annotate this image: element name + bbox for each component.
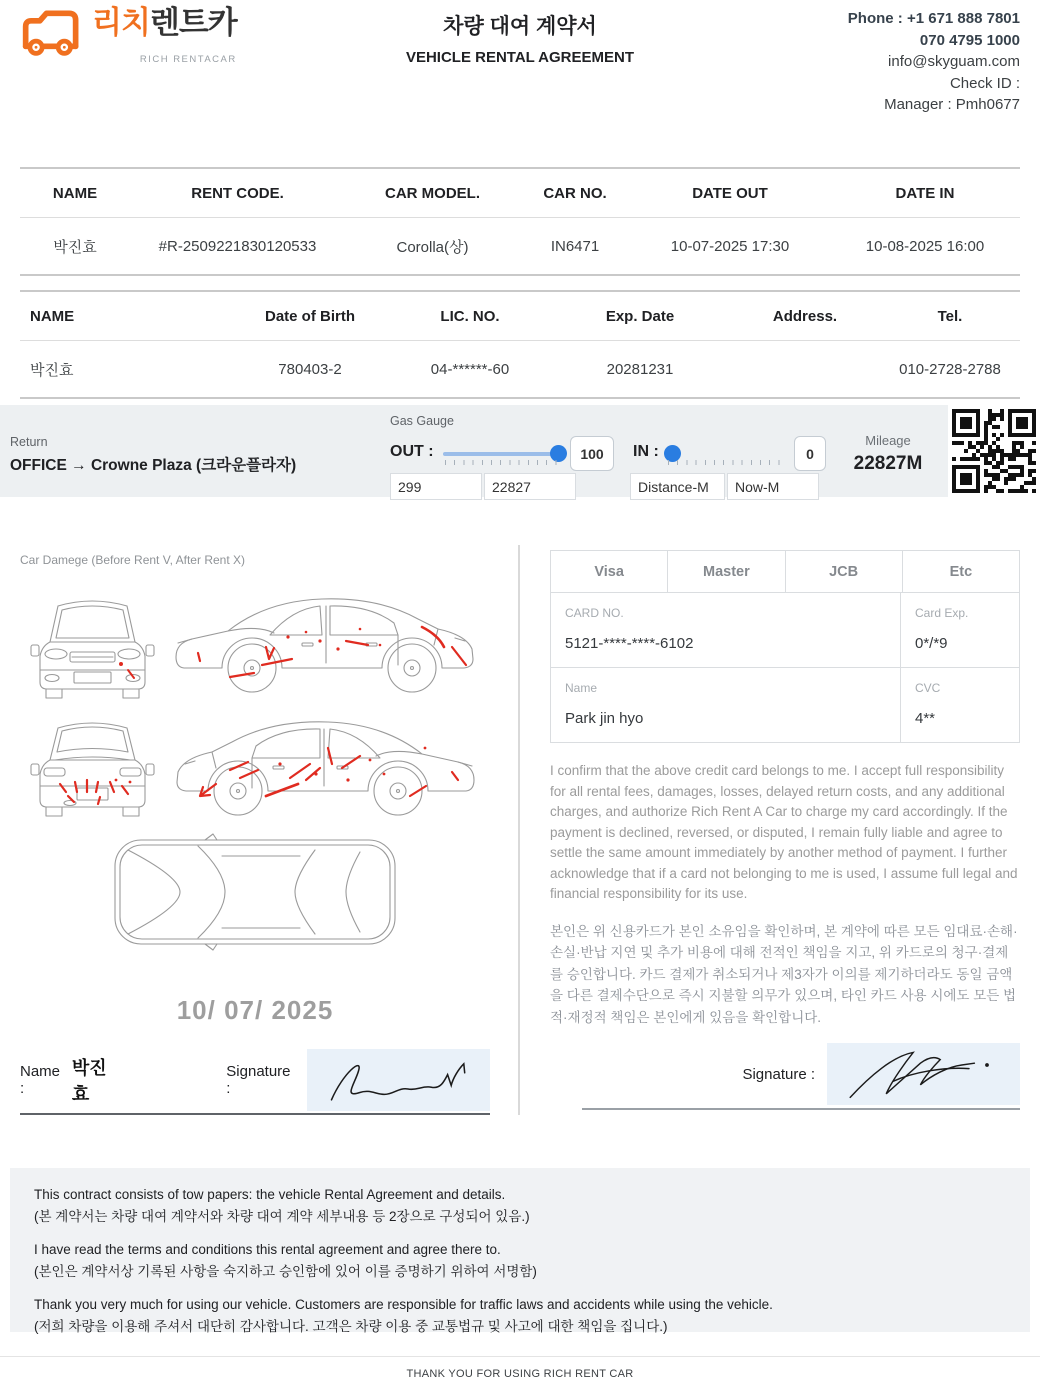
date-in: 10-08-2025 16:00	[830, 218, 1020, 276]
rental-header-row	[20, 168, 1020, 218]
brand-name-kr: 리치렌트카	[92, 5, 237, 40]
title-korean: 차량 대여 계약서	[443, 15, 597, 38]
car-side-left-view[interactable]	[170, 585, 480, 703]
col-exp-date: Exp. Date	[550, 291, 730, 341]
card-no-value: 5121-****-****-6102	[565, 635, 694, 652]
name-value: 박진효	[71, 1058, 107, 1104]
gas-out-slider[interactable]	[443, 445, 565, 465]
card-section	[550, 550, 1020, 1110]
rent-code: #R-2509221830120533	[130, 218, 345, 276]
main-section	[0, 545, 1040, 1120]
car-top-view[interactable]	[110, 832, 400, 954]
gas-in-slider-ticks	[668, 460, 784, 465]
damage-section	[20, 545, 490, 1120]
col-car-model: CAR MODEL.	[345, 168, 520, 218]
note-3-kr: (저희 차량을 이용해 주셔서 대단히 감사합니다. 고객은 차량 이용 중 교통법규 및 사고에 대한 책임을 집니다.)	[34, 1319, 668, 1334]
card-name-value: Park jin hyo	[565, 710, 644, 727]
driver-name: 박진효	[20, 341, 230, 399]
email: info@skyguam.com	[888, 53, 1020, 70]
driver-address	[730, 341, 880, 399]
col-lic-no: LIC. NO.	[390, 291, 550, 341]
mileage-value: 22827M	[853, 453, 923, 474]
note-1-kr: (본 계약서는 차량 대여 계약서와 차량 대여 계약 세부내용 등 2장으로 구성되어 있음.)	[34, 1209, 530, 1224]
phone-primary: Phone : +1 671 888 7801	[847, 10, 1020, 27]
tab-jcb[interactable]: JCB	[785, 550, 903, 593]
tab-visa[interactable]: Visa	[550, 550, 668, 593]
col-name: NAME	[20, 168, 130, 218]
gas-out-slider-fill	[443, 452, 565, 456]
tab-etc[interactable]: Etc	[902, 550, 1020, 593]
col-date-in: DATE IN	[830, 168, 1020, 218]
card-confirmation-en: I confirm that the above credit card belongs to me. I accept full responsibility for all rental fees, damages, losses, delayed return costs, and any additional charges, and authorize Rich Rent A Car to charge my card accordingly. If the payment is declined, reversed, or disputed, I remain fully liable and agree to settle the same amount immediately by another method of payment. I further acknowledge that if a card not belonging to me is used, I assume full legal and financial responsibility for its use.	[550, 763, 1018, 901]
col-rent-code: RENT CODE.	[130, 168, 345, 218]
rental-data-row	[20, 218, 1020, 276]
brand-name-en: RICH RENTACAR	[139, 54, 237, 65]
note-2-kr: (본인은 계약서상 기록된 사항을 숙지하고 승인함에 있어 이를 증명하기 위하여 서명함)	[34, 1264, 537, 1279]
return-gas-band	[0, 405, 1040, 497]
col-date-out: DATE OUT	[630, 168, 830, 218]
driver-data-row	[20, 341, 1020, 399]
driver-lic-no: 04-******-60	[390, 341, 550, 399]
col-address: Address.	[730, 291, 880, 341]
gas-out-label: OUT :	[390, 443, 434, 460]
tab-master[interactable]: Master	[667, 550, 785, 593]
card-confirmation-kr: 본인은 위 신용카드가 본인 소유임을 확인하며, 본 계약에 따른 모든 임대료·손해·손실·반납 지연 및 추가 비용에 대해 전적인 책임을 지고, 위 카드로의 청구·결제를 승인합니다. 카드 결제가 취소되거나 제3자가 이의를 제기하더라도 동일 금액을 다른 결제수단으로 즉시 지불할 의무가 있으며, 타인 카드 사용 시에도 모든 법적·재정적 책임은 본인에게 있음을 확인합니다.	[550, 923, 1018, 1025]
card-no-label: CARD NO.	[565, 606, 624, 620]
contact-info	[848, 8, 1020, 116]
fuel-out-input[interactable]	[390, 473, 482, 500]
footer-text: THANK YOU FOR USING RICH RENT CAR	[406, 1368, 634, 1380]
note-3-en: Thank you very much for using our vehicle. Customers are responsible for traffic laws and accidents while using the vehicle.	[34, 1297, 773, 1312]
return-route: OFFICE → Crowne Plaza (크라운플라자)	[10, 457, 297, 474]
car-no: IN6471	[520, 218, 630, 276]
col-dob: Date of Birth	[230, 291, 390, 341]
renter-signature-pad[interactable]	[307, 1049, 490, 1111]
car-front-view[interactable]	[30, 590, 155, 702]
col-car-no: CAR NO.	[520, 168, 630, 218]
col-driver-name: NAME	[20, 291, 230, 341]
now-input[interactable]	[727, 473, 819, 500]
driver-dob: 780403-2	[230, 341, 390, 399]
card-exp-label: Card Exp.	[915, 606, 969, 620]
col-tel: Tel.	[880, 291, 1020, 341]
card-exp-value: 0*/*9	[915, 635, 948, 652]
card-signature-row	[582, 1040, 1020, 1110]
card-name-label: Name	[565, 681, 598, 695]
gas-in-slider[interactable]	[666, 445, 786, 465]
driver-exp-date: 20281231	[550, 341, 730, 399]
gas-in-label: IN :	[633, 443, 659, 460]
renter-name: 박진효	[20, 218, 130, 276]
title-english: VEHICLE RENTAL AGREEMENT	[405, 49, 635, 66]
manager: Manager : Pmh0677	[884, 96, 1020, 113]
return-label: Return	[10, 435, 48, 449]
contract-notes	[10, 1168, 1030, 1332]
car-side-right-view[interactable]	[170, 708, 480, 826]
card-signature-pad[interactable]	[827, 1043, 1020, 1105]
gas-out-value-box[interactable]: 100	[570, 436, 614, 471]
renter-signature-row	[20, 1047, 490, 1115]
agreement-date: 10/ 07/ 2025	[176, 995, 334, 1025]
cvc-label: CVC	[915, 681, 941, 695]
gas-gauge-label: Gas Gauge	[390, 414, 454, 428]
car-model: Corolla(상)	[345, 218, 520, 276]
gas-in-value-box[interactable]: 0	[794, 436, 826, 471]
check-id: Check ID :	[949, 74, 1020, 92]
rental-info-table	[20, 167, 1020, 276]
driver-tel: 010-2728-2788	[880, 341, 1020, 399]
name-label: Name :	[20, 1063, 61, 1097]
card-brand-tabs	[550, 550, 1020, 593]
note-1-en: This contract consists of tow papers: the vehicle Rental Agreement and details.	[34, 1187, 506, 1202]
card-details-table	[550, 592, 1020, 743]
footer-divider	[0, 1356, 1040, 1357]
car-rear-view[interactable]	[30, 712, 155, 818]
qr-code	[948, 405, 1040, 497]
cvc-value: 4**	[915, 710, 936, 727]
driver-info-table	[20, 290, 1020, 399]
note-2-en: I have read the terms and conditions this rental agreement and agree there to.	[34, 1242, 501, 1257]
date-out: 10-07-2025 17:30	[630, 218, 830, 276]
driver-header-row	[20, 291, 1020, 341]
card-signature-label: Signature :	[742, 1065, 815, 1083]
mileage-label: Mileage	[865, 433, 911, 448]
signature-label: Signature :	[226, 1063, 291, 1097]
distance-input[interactable]	[630, 473, 725, 500]
column-divider	[518, 545, 520, 1115]
gas-out-slider-ticks	[445, 460, 563, 465]
damage-title: Car Damege (Before Rent V, After Rent X)	[20, 553, 245, 567]
odometer-out-input[interactable]	[484, 473, 576, 500]
phone-secondary: 070 4795 1000	[919, 31, 1020, 49]
